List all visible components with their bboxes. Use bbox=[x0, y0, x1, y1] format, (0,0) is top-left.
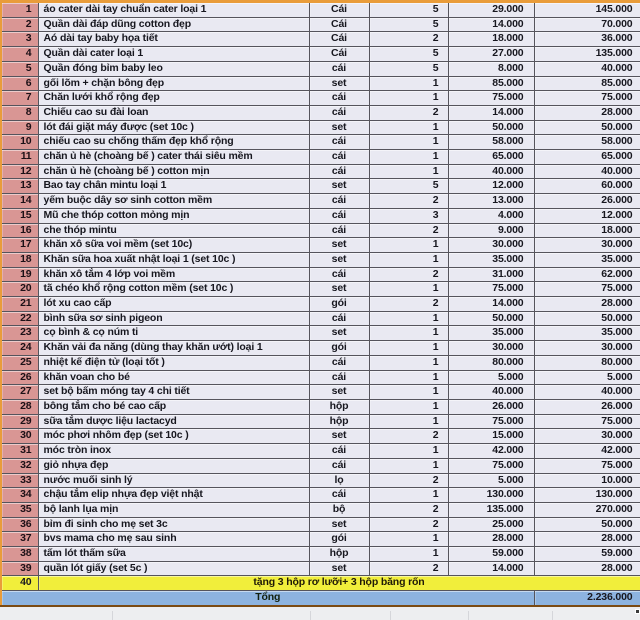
cell-item-name[interactable]: che thóp mintu bbox=[38, 223, 309, 238]
cell-quantity[interactable]: 1 bbox=[369, 150, 448, 165]
cell-total-price[interactable]: 12.000 bbox=[534, 208, 640, 223]
cell-unit-price[interactable]: 75.000 bbox=[448, 414, 534, 429]
cell-row-number[interactable]: 35 bbox=[1, 502, 38, 517]
table-row bbox=[1, 473, 640, 488]
gridline bbox=[552, 611, 553, 620]
table-row bbox=[1, 179, 640, 194]
cell-quantity[interactable]: 1 bbox=[369, 458, 448, 473]
cell-unit-price[interactable]: 12.000 bbox=[448, 179, 534, 194]
cell-unit-price[interactable]: 80.000 bbox=[448, 355, 534, 370]
cell-quantity[interactable]: 1 bbox=[369, 532, 448, 547]
cell-item-name[interactable]: móc phơi nhôm đẹp (set 10c ) bbox=[38, 429, 309, 444]
table-row bbox=[1, 297, 640, 312]
cell-row-number[interactable]: 20 bbox=[1, 282, 38, 297]
table-row bbox=[1, 547, 640, 562]
cell-unit[interactable]: hộp bbox=[309, 399, 369, 414]
cell-item-name[interactable]: tấm lót thấm sữa bbox=[38, 547, 309, 562]
cell-unit-price[interactable]: 18.000 bbox=[448, 32, 534, 47]
table-footer bbox=[1, 576, 640, 606]
cell-unit-price[interactable]: 8.000 bbox=[448, 61, 534, 76]
table-row bbox=[1, 135, 640, 150]
cell-item-name[interactable]: nước muối sinh lý bbox=[38, 473, 309, 488]
table-row bbox=[1, 444, 640, 459]
cell-unit[interactable]: bộ bbox=[309, 502, 369, 517]
cell-item-name[interactable]: set bộ bấm móng tay 4 chi tiết bbox=[38, 385, 309, 400]
cell-total-price[interactable]: 28.000 bbox=[534, 297, 640, 312]
cell-unit-price[interactable]: 50.000 bbox=[448, 311, 534, 326]
cell-total-price[interactable]: 85.000 bbox=[534, 76, 640, 91]
cell-unit-price[interactable]: 50.000 bbox=[448, 120, 534, 135]
cell-unit-price[interactable]: 13.000 bbox=[448, 194, 534, 209]
cell-unit[interactable]: hộp bbox=[309, 547, 369, 562]
cell-unit-price[interactable]: 4.000 bbox=[448, 208, 534, 223]
cell-total-price[interactable]: 40.000 bbox=[534, 385, 640, 400]
gridline bbox=[468, 611, 469, 620]
cell-item-name[interactable]: khăn voan cho bé bbox=[38, 370, 309, 385]
cell-item-name[interactable]: bvs mama cho mẹ sau sinh bbox=[38, 532, 309, 547]
cell-quantity[interactable]: 1 bbox=[369, 76, 448, 91]
cell-unit[interactable]: Cái bbox=[309, 2, 369, 18]
sheet-gridlines-area bbox=[0, 611, 640, 620]
cell-row-number[interactable]: 33 bbox=[1, 473, 38, 488]
cell-unit-price[interactable]: 14.000 bbox=[448, 297, 534, 312]
cell-total-price[interactable]: 5.000 bbox=[534, 370, 640, 385]
cell-row-number[interactable]: 18 bbox=[1, 252, 38, 267]
cell-quantity[interactable]: 2 bbox=[369, 194, 448, 209]
cell-total-price[interactable]: 75.000 bbox=[534, 458, 640, 473]
cell-item-name[interactable]: nhiệt kế điện tử (loại tốt ) bbox=[38, 355, 309, 370]
table-row bbox=[1, 429, 640, 444]
cell-unit[interactable]: cái bbox=[309, 164, 369, 179]
cell-unit[interactable]: set bbox=[309, 252, 369, 267]
table-row bbox=[1, 164, 640, 179]
cell-row-number[interactable]: 14 bbox=[1, 194, 38, 209]
cell-row-number[interactable]: 12 bbox=[1, 164, 38, 179]
cell-quantity[interactable]: 2 bbox=[369, 473, 448, 488]
cell-quantity[interactable]: 1 bbox=[369, 444, 448, 459]
cell-row-number[interactable]: 7 bbox=[1, 91, 38, 106]
table-row bbox=[1, 458, 640, 473]
cell-row-number[interactable]: 23 bbox=[1, 326, 38, 341]
cell-total-price[interactable]: 135.000 bbox=[534, 47, 640, 62]
cell-total-price[interactable]: 65.000 bbox=[534, 150, 640, 165]
cell-row-number[interactable]: 30 bbox=[1, 429, 38, 444]
table-row bbox=[1, 517, 640, 532]
table-row bbox=[1, 385, 640, 400]
cell-item-name[interactable]: khăn xô tắm 4 lớp voi mềm bbox=[38, 267, 309, 282]
cell-total-price[interactable]: 50.000 bbox=[534, 517, 640, 532]
cell-item-name[interactable]: sữa tắm dược liệu lactacyd bbox=[38, 414, 309, 429]
cell-unit-price[interactable]: 25.000 bbox=[448, 517, 534, 532]
cell-row-number[interactable]: 3 bbox=[1, 32, 38, 47]
table-row bbox=[1, 150, 640, 165]
cell-unit[interactable]: set bbox=[309, 326, 369, 341]
cell-quantity[interactable]: 5 bbox=[369, 179, 448, 194]
cell-unit-price[interactable]: 9.000 bbox=[448, 223, 534, 238]
cell-total-price[interactable]: 36.000 bbox=[534, 32, 640, 47]
table-row bbox=[1, 488, 640, 503]
cell-row-number[interactable]: 16 bbox=[1, 223, 38, 238]
cell-row-number[interactable]: 17 bbox=[1, 238, 38, 253]
cell-total-price[interactable]: 26.000 bbox=[534, 399, 640, 414]
cell-unit[interactable]: cái bbox=[309, 444, 369, 459]
cell-item-name[interactable]: chiếu cao su chống thấm đẹp khổ rộng bbox=[38, 135, 309, 150]
gridline bbox=[310, 611, 311, 620]
cell-unit[interactable]: Cái bbox=[309, 47, 369, 62]
cell-item-name[interactable]: lót đái giặt máy được (set 10c ) bbox=[38, 120, 309, 135]
cell-item-name[interactable]: yếm buộc dây sơ sinh cotton mềm bbox=[38, 194, 309, 209]
total-value-cell[interactable]: 2.236.000 bbox=[534, 591, 640, 606]
cell-item-name[interactable]: Quần dài đáp dũng cotton đẹp bbox=[38, 17, 309, 32]
cell-unit[interactable]: set bbox=[309, 238, 369, 253]
cell-item-name[interactable]: bộ lanh lụa mịn bbox=[38, 502, 309, 517]
table-row bbox=[1, 238, 640, 253]
cell-unit[interactable]: cái bbox=[309, 223, 369, 238]
table-row bbox=[1, 502, 640, 517]
cell-unit[interactable]: cái bbox=[309, 458, 369, 473]
cell-quantity[interactable]: 1 bbox=[369, 414, 448, 429]
cell-unit-price[interactable]: 75.000 bbox=[448, 91, 534, 106]
cell-unit-price[interactable]: 30.000 bbox=[448, 341, 534, 356]
cell-total-price[interactable]: 50.000 bbox=[534, 311, 640, 326]
cell-item-name[interactable]: Chiếu cao su đài loan bbox=[38, 105, 309, 120]
table-row bbox=[1, 47, 640, 62]
cell-total-price[interactable]: 40.000 bbox=[534, 61, 640, 76]
cell-unit-price[interactable]: 58.000 bbox=[448, 135, 534, 150]
cell-row-number[interactable]: 32 bbox=[1, 458, 38, 473]
table-row bbox=[1, 91, 640, 106]
cell-unit[interactable]: set bbox=[309, 561, 369, 576]
cell-quantity[interactable]: 1 bbox=[369, 91, 448, 106]
table-row bbox=[1, 105, 640, 120]
cell-total-price[interactable]: 28.000 bbox=[534, 561, 640, 576]
cell-unit-price[interactable]: 15.000 bbox=[448, 429, 534, 444]
cell-unit[interactable]: lọ bbox=[309, 473, 369, 488]
table-row bbox=[1, 223, 640, 238]
table-row bbox=[1, 17, 640, 32]
cell-unit[interactable]: cái bbox=[309, 135, 369, 150]
cell-total-price[interactable]: 26.000 bbox=[534, 194, 640, 209]
cell-unit-price[interactable]: 59.000 bbox=[448, 547, 534, 562]
cell-quantity[interactable]: 1 bbox=[369, 311, 448, 326]
cell-quantity[interactable]: 1 bbox=[369, 135, 448, 150]
table-row bbox=[1, 76, 640, 91]
cell-item-name[interactable]: chăn ủ hè (choàng bế ) cater thái siêu mềm bbox=[38, 150, 309, 165]
cell-row-number[interactable]: 6 bbox=[1, 76, 38, 91]
cell-item-name[interactable]: Chăn lưới khổ rộng đẹp bbox=[38, 91, 309, 106]
cell-quantity[interactable]: 2 bbox=[369, 297, 448, 312]
gift-row bbox=[1, 576, 640, 591]
table-row bbox=[1, 194, 640, 209]
cell-total-price[interactable]: 270.000 bbox=[534, 502, 640, 517]
cell-quantity[interactable]: 2 bbox=[369, 105, 448, 120]
cell-item-name[interactable]: bỉm đi sinh cho mẹ set 3c bbox=[38, 517, 309, 532]
cell-total-price[interactable]: 35.000 bbox=[534, 252, 640, 267]
table-row bbox=[1, 341, 640, 356]
cell-unit[interactable]: cái bbox=[309, 311, 369, 326]
cell-quantity[interactable]: 2 bbox=[369, 223, 448, 238]
cell-unit[interactable]: hộp bbox=[309, 414, 369, 429]
cell-item-name[interactable]: lót xu cao cấp bbox=[38, 297, 309, 312]
cell-unit[interactable]: Cái bbox=[309, 17, 369, 32]
gridline bbox=[390, 611, 391, 620]
cell-total-price[interactable]: 18.000 bbox=[534, 223, 640, 238]
cell-unit-price[interactable]: 40.000 bbox=[448, 164, 534, 179]
table-row bbox=[1, 370, 640, 385]
cell-total-price[interactable]: 58.000 bbox=[534, 135, 640, 150]
cell-item-name[interactable]: tã chéo khổ rộng cotton mềm (set 10c ) bbox=[38, 282, 309, 297]
cell-row-number[interactable]: 40 bbox=[1, 576, 38, 591]
cell-unit[interactable]: gói bbox=[309, 341, 369, 356]
cell-quantity[interactable]: 1 bbox=[369, 282, 448, 297]
cell-quantity[interactable]: 5 bbox=[369, 2, 448, 18]
cell-total-price[interactable]: 75.000 bbox=[534, 282, 640, 297]
cell-item-name[interactable]: khăn xô sữa voi mềm (set 10c) bbox=[38, 238, 309, 253]
cell-total-price[interactable]: 70.000 bbox=[534, 17, 640, 32]
cell-quantity[interactable]: 3 bbox=[369, 208, 448, 223]
cell-quantity[interactable]: 1 bbox=[369, 399, 448, 414]
cell-unit-price[interactable]: 35.000 bbox=[448, 252, 534, 267]
cell-unit-price[interactable]: 30.000 bbox=[448, 238, 534, 253]
cell-total-price[interactable]: 40.000 bbox=[534, 164, 640, 179]
cell-row-number[interactable]: 39 bbox=[1, 561, 38, 576]
cell-quantity[interactable]: 2 bbox=[369, 517, 448, 532]
cell-unit-price[interactable]: 35.000 bbox=[448, 326, 534, 341]
cell-item-name[interactable]: chăn ủ hè (choàng bế ) cotton mịn bbox=[38, 164, 309, 179]
cell-total-price[interactable]: 62.000 bbox=[534, 267, 640, 282]
cell-total-price[interactable]: 59.000 bbox=[534, 547, 640, 562]
cell-row-number[interactable]: 31 bbox=[1, 444, 38, 459]
gift-note-cell[interactable]: tặng 3 hộp rơ lưỡi+ 3 hộp băng rốn bbox=[38, 576, 640, 591]
cell-quantity[interactable]: 1 bbox=[369, 370, 448, 385]
table-row bbox=[1, 311, 640, 326]
cell-unit-price[interactable]: 28.000 bbox=[448, 532, 534, 547]
table-row bbox=[1, 282, 640, 297]
cell-unit-price[interactable]: 85.000 bbox=[448, 76, 534, 91]
cell-quantity[interactable]: 5 bbox=[369, 61, 448, 76]
cell-row-number[interactable]: 15 bbox=[1, 208, 38, 223]
cell-unit-price[interactable]: 42.000 bbox=[448, 444, 534, 459]
cell-unit-price[interactable]: 75.000 bbox=[448, 282, 534, 297]
cell-total-price[interactable]: 10.000 bbox=[534, 473, 640, 488]
table-row bbox=[1, 208, 640, 223]
cell-row-number[interactable]: 24 bbox=[1, 341, 38, 356]
cell-item-name[interactable]: giỏ nhựa đẹp bbox=[38, 458, 309, 473]
cell-unit[interactable]: cái bbox=[309, 91, 369, 106]
table-row bbox=[1, 355, 640, 370]
cell-unit[interactable]: set bbox=[309, 120, 369, 135]
cell-item-name[interactable]: bình sữa sơ sinh pigeon bbox=[38, 311, 309, 326]
cell-total-price[interactable]: 28.000 bbox=[534, 532, 640, 547]
cell-quantity[interactable]: 1 bbox=[369, 547, 448, 562]
cell-total-price[interactable]: 80.000 bbox=[534, 355, 640, 370]
cell-unit[interactable]: Cái bbox=[309, 32, 369, 47]
cell-row-number[interactable]: 19 bbox=[1, 267, 38, 282]
table-row bbox=[1, 414, 640, 429]
total-label-cell[interactable]: Tổng bbox=[1, 591, 534, 606]
cell-quantity[interactable]: 2 bbox=[369, 267, 448, 282]
cell-quantity[interactable]: 2 bbox=[369, 561, 448, 576]
cell-row-number[interactable]: 26 bbox=[1, 370, 38, 385]
cell-item-name[interactable]: Mũ che thóp cotton mỏng mịn bbox=[38, 208, 309, 223]
cell-row-number[interactable]: 9 bbox=[1, 120, 38, 135]
cell-quantity[interactable]: 1 bbox=[369, 164, 448, 179]
cell-item-name[interactable]: Khăn vải đa năng (dùng thay khăn ướt) loại 1 bbox=[38, 341, 309, 356]
cell-unit[interactable]: cái bbox=[309, 105, 369, 120]
cell-row-number[interactable]: 38 bbox=[1, 547, 38, 562]
cell-total-price[interactable]: 50.000 bbox=[534, 120, 640, 135]
cell-unit[interactable]: gói bbox=[309, 297, 369, 312]
cell-unit[interactable]: set bbox=[309, 517, 369, 532]
table-row bbox=[1, 326, 640, 341]
cell-row-number[interactable]: 28 bbox=[1, 399, 38, 414]
cell-row-number[interactable]: 8 bbox=[1, 105, 38, 120]
cell-row-number[interactable]: 10 bbox=[1, 135, 38, 150]
cell-unit-price[interactable]: 75.000 bbox=[448, 458, 534, 473]
table-row bbox=[1, 399, 640, 414]
table-row bbox=[1, 252, 640, 267]
cell-unit-price[interactable]: 130.000 bbox=[448, 488, 534, 503]
gridline bbox=[112, 611, 113, 620]
cell-unit-price[interactable]: 14.000 bbox=[448, 17, 534, 32]
cell-item-name[interactable]: Quần đóng bỉm baby leo bbox=[38, 61, 309, 76]
cell-row-number[interactable]: 2 bbox=[1, 17, 38, 32]
cell-unit-price[interactable]: 5.000 bbox=[448, 370, 534, 385]
cell-total-price[interactable]: 42.000 bbox=[534, 444, 640, 459]
cell-quantity[interactable]: 1 bbox=[369, 341, 448, 356]
cell-row-number[interactable]: 22 bbox=[1, 311, 38, 326]
cell-total-price[interactable]: 28.000 bbox=[534, 105, 640, 120]
cell-item-name[interactable]: cọ bình & cọ núm ti bbox=[38, 326, 309, 341]
cell-row-number[interactable]: 13 bbox=[1, 179, 38, 194]
cell-row-number[interactable]: 36 bbox=[1, 517, 38, 532]
cell-unit[interactable]: cái bbox=[309, 61, 369, 76]
table-body bbox=[1, 2, 640, 576]
cell-quantity[interactable]: 2 bbox=[369, 32, 448, 47]
cell-row-number[interactable]: 11 bbox=[1, 150, 38, 165]
cell-total-price[interactable]: 30.000 bbox=[534, 341, 640, 356]
cell-unit[interactable]: set bbox=[309, 76, 369, 91]
cell-unit[interactable]: cái bbox=[309, 370, 369, 385]
cell-unit[interactable]: set bbox=[309, 429, 369, 444]
cell-row-number[interactable]: 1 bbox=[1, 2, 38, 18]
cell-unit-price[interactable]: 26.000 bbox=[448, 399, 534, 414]
cell-unit-price[interactable]: 135.000 bbox=[448, 502, 534, 517]
table-row bbox=[1, 2, 640, 18]
cell-total-price[interactable]: 30.000 bbox=[534, 429, 640, 444]
cell-quantity[interactable]: 5 bbox=[369, 47, 448, 62]
cell-item-name[interactable]: Aó dài tay baby họa tiết bbox=[38, 32, 309, 47]
cell-row-number[interactable]: 37 bbox=[1, 532, 38, 547]
cell-total-price[interactable]: 130.000 bbox=[534, 488, 640, 503]
cell-total-price[interactable]: 30.000 bbox=[534, 238, 640, 253]
table-row bbox=[1, 267, 640, 282]
cell-item-name[interactable]: Bao tay chân mintu loại 1 bbox=[38, 179, 309, 194]
cell-unit[interactable]: cái bbox=[309, 150, 369, 165]
cell-item-name[interactable]: chậu tắm elip nhựa đẹp việt nhật bbox=[38, 488, 309, 503]
cell-row-number[interactable]: 34 bbox=[1, 488, 38, 503]
cell-unit-price[interactable]: 14.000 bbox=[448, 105, 534, 120]
cell-unit-price[interactable]: 29.000 bbox=[448, 2, 534, 18]
cell-quantity[interactable]: 2 bbox=[369, 502, 448, 517]
cell-unit-price[interactable]: 5.000 bbox=[448, 473, 534, 488]
cell-unit[interactable]: set bbox=[309, 385, 369, 400]
table-row bbox=[1, 61, 640, 76]
cell-unit[interactable]: set bbox=[309, 179, 369, 194]
cell-item-name[interactable]: bông tắm cho bé cao cấp bbox=[38, 399, 309, 414]
table-row bbox=[1, 532, 640, 547]
cell-item-name[interactable]: Khăn sữa hoa xuất nhật loại 1 (set 10c ) bbox=[38, 252, 309, 267]
table-row bbox=[1, 32, 640, 47]
cell-row-number[interactable]: 21 bbox=[1, 297, 38, 312]
cell-row-number[interactable]: 5 bbox=[1, 61, 38, 76]
cell-row-number[interactable]: 27 bbox=[1, 385, 38, 400]
cell-unit-price[interactable]: 65.000 bbox=[448, 150, 534, 165]
cell-unit[interactable]: cái bbox=[309, 194, 369, 209]
cell-quantity[interactable]: 2 bbox=[369, 429, 448, 444]
cell-quantity[interactable]: 1 bbox=[369, 238, 448, 253]
cell-quantity[interactable]: 1 bbox=[369, 355, 448, 370]
cell-unit[interactable]: cái bbox=[309, 208, 369, 223]
cell-unit-price[interactable]: 31.000 bbox=[448, 267, 534, 282]
cell-quantity[interactable]: 1 bbox=[369, 488, 448, 503]
cell-item-name[interactable]: Quần dài cater loại 1 bbox=[38, 47, 309, 62]
cell-total-price[interactable]: 35.000 bbox=[534, 326, 640, 341]
cell-unit-price[interactable]: 27.000 bbox=[448, 47, 534, 62]
cell-item-name[interactable]: móc tròn inox bbox=[38, 444, 309, 459]
cell-unit-price[interactable]: 40.000 bbox=[448, 385, 534, 400]
cell-item-name[interactable]: gối lõm + chặn bông đẹp bbox=[38, 76, 309, 91]
cell-total-price[interactable]: 75.000 bbox=[534, 91, 640, 106]
cell-row-number[interactable]: 4 bbox=[1, 47, 38, 62]
cell-unit-price[interactable]: 14.000 bbox=[448, 561, 534, 576]
table-row bbox=[1, 120, 640, 135]
cell-quantity[interactable]: 1 bbox=[369, 252, 448, 267]
cell-unit[interactable]: set bbox=[309, 282, 369, 297]
cell-quantity[interactable]: 1 bbox=[369, 120, 448, 135]
cell-unit[interactable]: cái bbox=[309, 267, 369, 282]
cell-item-name[interactable]: áo cater dài tay chuẩn cater loại 1 bbox=[38, 2, 309, 18]
cell-unit[interactable]: cái bbox=[309, 488, 369, 503]
cell-quantity[interactable]: 1 bbox=[369, 326, 448, 341]
cell-quantity[interactable]: 1 bbox=[369, 385, 448, 400]
cell-total-price[interactable]: 145.000 bbox=[534, 2, 640, 18]
resize-handle[interactable] bbox=[635, 609, 640, 614]
cell-total-price[interactable]: 75.000 bbox=[534, 414, 640, 429]
cell-unit[interactable]: cái bbox=[309, 355, 369, 370]
cell-total-price[interactable]: 60.000 bbox=[534, 179, 640, 194]
table-row bbox=[1, 561, 640, 576]
total-row bbox=[1, 591, 640, 606]
cell-quantity[interactable]: 5 bbox=[369, 17, 448, 32]
cell-row-number[interactable]: 29 bbox=[1, 414, 38, 429]
cell-unit[interactable]: gói bbox=[309, 532, 369, 547]
cell-item-name[interactable]: quần lót giấy (set 5c ) bbox=[38, 561, 309, 576]
cell-row-number[interactable]: 25 bbox=[1, 355, 38, 370]
